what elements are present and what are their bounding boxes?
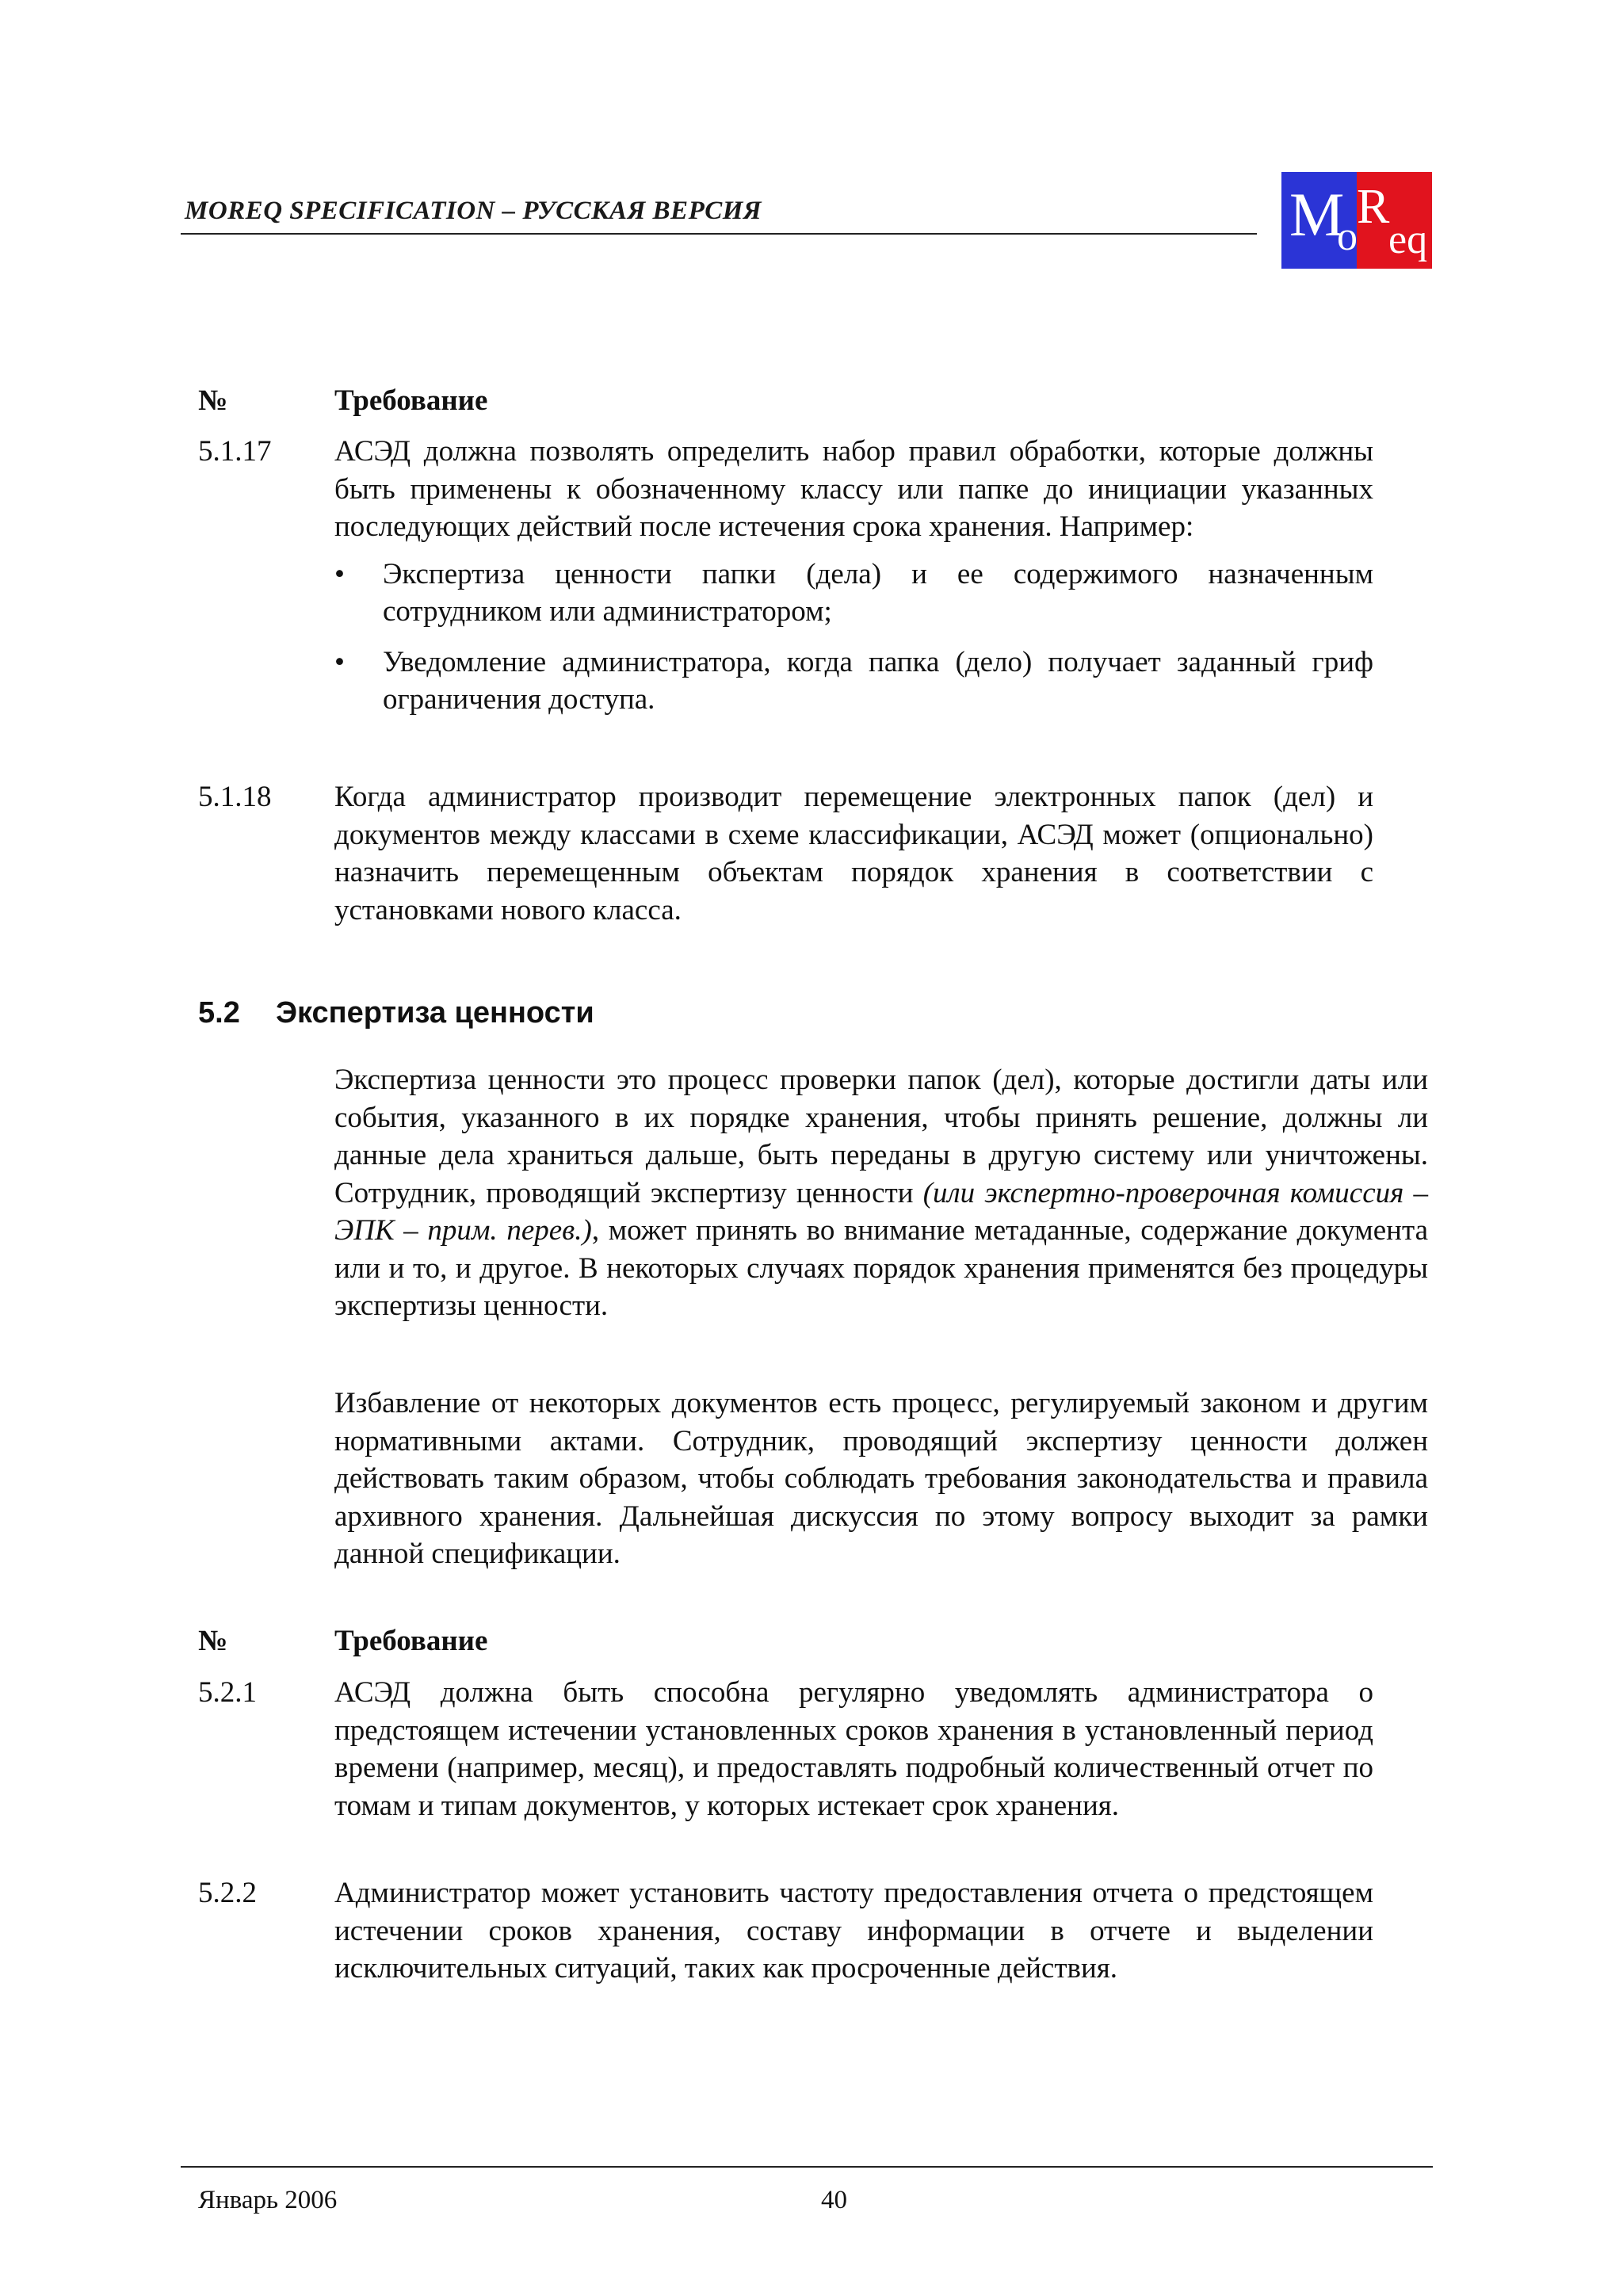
bullet-dot: •	[334, 557, 345, 590]
requirement-5-1-17	[198, 433, 1373, 732]
bullet-dot: •	[334, 645, 345, 678]
column-requirement-header: Требование	[334, 384, 488, 417]
bullet-item: • Уведомление администратора, когда папка (дело) получает заданный гриф ограничения доступа.	[334, 644, 1373, 719]
logo-letter-m: M	[1289, 180, 1345, 249]
logo-letters-eq: eq	[1388, 217, 1428, 262]
logo-letter-o: o	[1337, 214, 1358, 259]
moreq-logo	[1281, 172, 1432, 269]
requirement-5-2-1	[198, 1674, 1373, 1824]
document-header-title: MOREQ SPECIFICATION – РУССКАЯ ВЕРСИЯ	[185, 197, 762, 225]
requirement-id: 5.1.17	[198, 435, 272, 468]
section-paragraph-1: Экспертиза ценности это процесс проверки папок (дел), которые достигли даты или события, указанного в их порядке хранения, чтобы принять решение, должны ли данные дела храниться дальше, быть переданы в другую систему или уничтожены. Сотрудник, проводящий экспертизу ценности (или экспертно-проверочная комиссия – ЭПК – прим. перев.), может принять во внимание метаданные, содержание документа или и то, и другое. В некоторых случаях порядок хранения применятся без процедуры экспертизы ценности.	[334, 1064, 1428, 1322]
requirement-text: АСЭД должна быть способна регулярно уведомлять администратора о предстоящем истечении установленных сроков хранения в установленный период времени (например, месяц), и предоставлять подробный количественный отчет по томам и типам документов, у которых истекает срок хранения.	[334, 1676, 1373, 1822]
footer-date: Январь 2006	[198, 2186, 338, 2214]
requirement-id: 5.1.18	[198, 781, 272, 813]
column-number-header: №	[198, 384, 228, 417]
requirement-text: Когда администратор производит перемещение электронных папок (дел) и документов между классами в схеме классификации, АСЭД может (опционально) назначить перемещенным объектам порядок хранения в соответствии с установками нового класса.	[334, 781, 1373, 926]
requirement-text: Администратор может установить частоту предоставления отчета о предстоящем истечении сроков хранения, составу информации в отчете и выделении исключительных ситуаций, таких как просроченные действия.	[334, 1877, 1373, 1985]
footer-rule	[181, 2166, 1433, 2168]
section-number: 5.2	[198, 996, 240, 1030]
requirement-text: АСЭД должна позволять определить набор правил обработки, которые должны быть применены к обозначенному классу или папке до инициации указанных последующих действий после истечения срока хранения. Например:	[334, 435, 1373, 543]
section-title: Экспертиза ценности	[276, 996, 594, 1030]
requirement-5-2-2	[198, 1874, 1373, 1988]
bullet-item: • Экспертиза ценности папки (дела) и ее содержимого назначенным сотрудником или администратором;	[334, 556, 1373, 631]
section-paragraph-2: Избавление от некоторых документов есть процесс, регулируемый законом и другим нормативными актами. Сотрудник, проводящий экспертизу ценности должен действовать таким образом, чтобы соблюдать требования законодательства и правила архивного хранения. Дальнейшая дискуссия по этому вопросу выходит за рамки данной спецификации.	[334, 1387, 1428, 1570]
requirement-id: 5.2.1	[198, 1676, 257, 1709]
requirement-bullet-list	[334, 556, 1373, 719]
section-heading	[198, 996, 594, 1030]
column-number-header: №	[198, 1625, 228, 1657]
column-requirement-header: Требование	[334, 1625, 488, 1657]
header-rule	[181, 233, 1257, 235]
requirement-5-1-18	[198, 778, 1373, 929]
requirement-id: 5.2.2	[198, 1877, 257, 1909]
logo-letter-r: R	[1357, 180, 1390, 234]
page-number: 40	[821, 2186, 847, 2214]
translator-note: (или экспертно-проверочная комиссия – ЭПК – прим. перев.)	[334, 1176, 1428, 1247]
